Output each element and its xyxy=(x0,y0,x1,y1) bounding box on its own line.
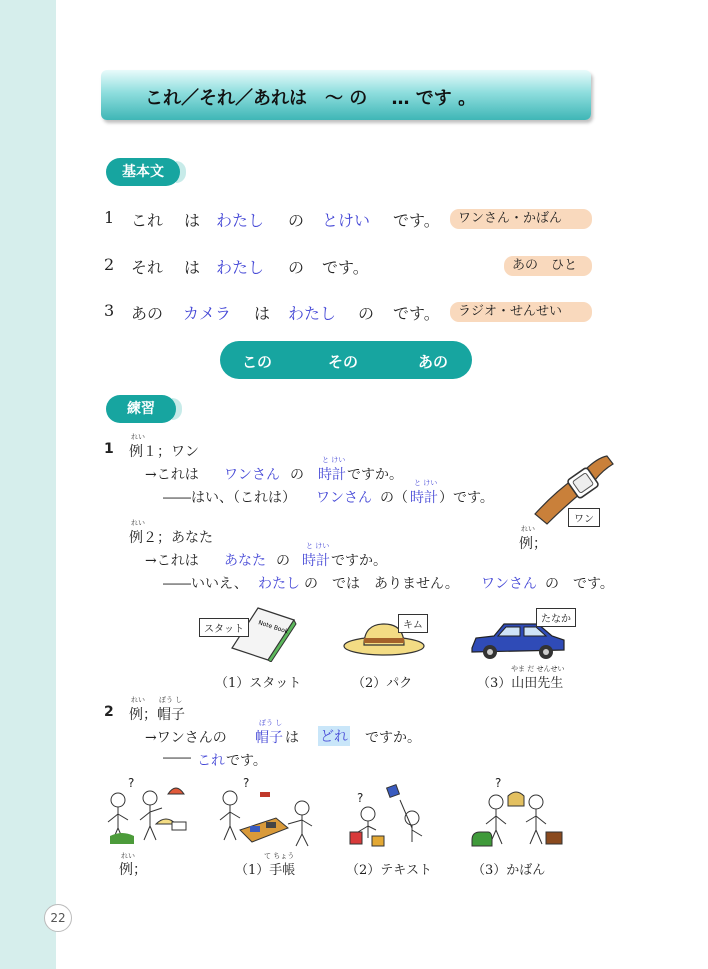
text: ですか。 xyxy=(347,467,403,483)
rei-ruby: れい xyxy=(131,519,145,527)
text: 時計 xyxy=(302,553,330,569)
text: ですか。 xyxy=(365,730,421,746)
text: の xyxy=(276,553,290,569)
scene-3 xyxy=(466,778,576,850)
text: 時計 xyxy=(318,467,346,483)
word: です。 xyxy=(393,304,440,323)
text: ですか。 xyxy=(331,553,387,569)
word: は xyxy=(184,258,201,277)
question-mark: ? xyxy=(243,776,250,790)
text: ）です。 xyxy=(439,490,494,506)
text: 時計 xyxy=(410,490,438,506)
word: カメラ xyxy=(183,304,232,323)
caption-3: （3）山田先生 xyxy=(477,676,564,691)
word: の xyxy=(358,304,375,323)
substitution-tag: ラジオ・せんせい xyxy=(450,302,592,322)
word: これ xyxy=(131,211,164,230)
text: ワンさん xyxy=(224,467,280,483)
item-tag-1: スタット xyxy=(199,618,249,637)
word: の xyxy=(288,211,305,230)
item-tag-3: たなか xyxy=(536,608,576,627)
demonstrative-sono: その xyxy=(328,353,359,371)
exercise-num-1: 1 xyxy=(104,441,114,457)
word: は xyxy=(184,211,201,230)
scene-example xyxy=(104,778,194,848)
text: ワンさん xyxy=(316,490,372,506)
text: →これは xyxy=(145,553,199,569)
text: の です。 xyxy=(545,576,614,592)
text: あなた xyxy=(224,553,266,569)
word: は xyxy=(254,304,271,323)
rei-label: 例； xyxy=(519,536,547,552)
scene-caption-2: （2）テキスト xyxy=(346,863,433,878)
text: ―― xyxy=(163,750,191,766)
text: ――はい、（これは） xyxy=(163,490,296,506)
highlighted-word: どれ xyxy=(318,726,350,746)
watch-name-tag: ワン xyxy=(568,508,600,527)
text: の xyxy=(290,467,304,483)
ruby: と けい xyxy=(322,456,346,464)
text: の では ありません。 xyxy=(304,576,459,592)
demonstrative-bar xyxy=(220,341,472,379)
text: の（ xyxy=(380,490,408,506)
lesson-title: これ／それ／あれは ～ の … です 。 xyxy=(145,88,477,109)
boushi-ruby: ぼう し xyxy=(159,696,183,704)
rei-ruby: れい xyxy=(131,433,145,441)
question-mark: ? xyxy=(357,791,364,805)
exercise-num-2: 2 xyxy=(104,704,114,720)
ruby: と けい xyxy=(306,542,330,550)
word: あの xyxy=(131,304,164,323)
techou-ruby: て ちょう xyxy=(264,852,295,860)
rei-label: 例； xyxy=(119,862,147,878)
kihonbun-label: 基本文 xyxy=(106,158,180,186)
ruby: ぼう し xyxy=(259,719,283,727)
demonstrative-kono: この xyxy=(242,353,273,371)
scene-1 xyxy=(216,778,326,850)
word: です。 xyxy=(393,211,440,230)
text: これ xyxy=(197,753,225,769)
scene-caption-1: （1）手帳 xyxy=(235,863,296,878)
word: の xyxy=(288,258,305,277)
text: わたし xyxy=(258,576,300,592)
scene-2 xyxy=(342,778,432,850)
rei-ruby: れい xyxy=(131,696,145,704)
notebook-label: Note Book xyxy=(257,619,290,636)
text: →ワンさんの xyxy=(145,730,227,746)
text: ――いいえ、 xyxy=(163,576,248,592)
rei-ruby: れい xyxy=(121,852,135,860)
example-label: 例；帽子 xyxy=(129,707,185,723)
scene-caption-3: （3）かばん xyxy=(472,863,546,878)
word: です。 xyxy=(322,258,369,277)
example-2-label: 例２；あなた xyxy=(129,530,213,546)
text: は xyxy=(285,730,299,746)
question-mark: ? xyxy=(495,776,502,790)
text: ワンさん xyxy=(481,576,537,592)
sentence-num: 2 xyxy=(104,255,115,274)
caption-3-ruby: やま だ せんせい xyxy=(511,665,565,673)
text: 帽子 xyxy=(255,730,283,746)
item-tag-2: キム xyxy=(398,614,428,633)
text: です。 xyxy=(226,753,267,769)
text: →これは xyxy=(145,467,199,483)
rei-ruby: れい xyxy=(521,525,535,533)
word: わたし xyxy=(288,304,337,323)
word: わたし xyxy=(216,211,265,230)
question-mark: ? xyxy=(128,776,135,790)
word: とけい xyxy=(322,211,371,230)
word: それ xyxy=(131,258,164,277)
ruby: と けい xyxy=(414,479,438,487)
substitution-tag: あの ひと xyxy=(504,256,592,276)
example-1-label: 例１；ワン xyxy=(129,444,199,460)
demonstrative-ano: あの xyxy=(418,353,449,371)
sentence-num: 3 xyxy=(104,301,115,320)
page-number: 22 xyxy=(44,904,72,932)
left-margin-band xyxy=(0,0,56,969)
caption-1: （1）スタット xyxy=(215,676,302,691)
renshu-label: 練習 xyxy=(106,395,176,423)
caption-2: （2）パク xyxy=(352,676,413,691)
lesson-banner xyxy=(101,70,591,120)
sentence-num: 1 xyxy=(104,208,115,227)
substitution-tag: ワンさん・かばん xyxy=(450,209,592,229)
word: わたし xyxy=(216,258,265,277)
